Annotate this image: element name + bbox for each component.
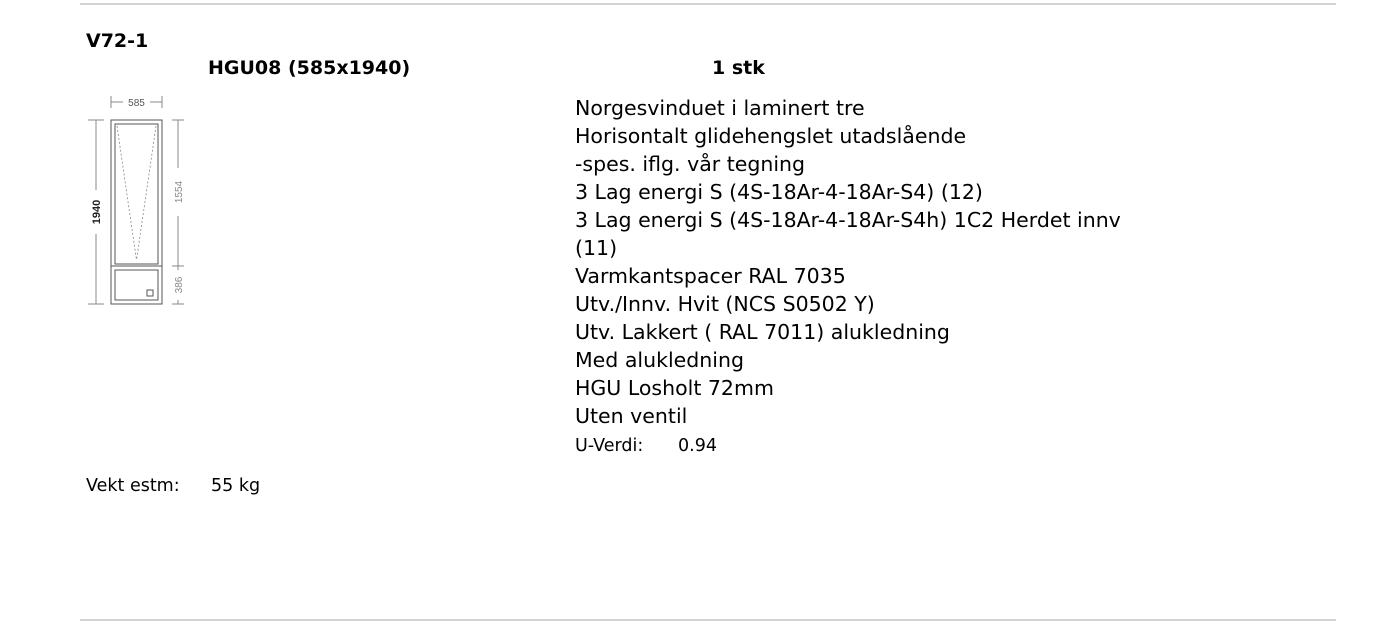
spec-line: Norgesvinduet i laminert tre (575, 96, 865, 120)
window-drawing (80, 92, 200, 308)
model-title: HGU08 (585x1940) (208, 57, 411, 79)
u-value: 0.94 (678, 436, 717, 456)
spec-line: HGU Losholt 72mm (575, 376, 774, 400)
spec-line: -spes. iflg. vår tegning (575, 152, 806, 176)
spec-line: Utv./Innv. Hvit (NCS S0502 Y) (575, 292, 875, 316)
lower-height-label: 386 (174, 276, 185, 294)
spec-line: Varmkantspacer RAL 7035 (575, 264, 846, 288)
spec-line: Uten ventil (575, 404, 688, 428)
u-value-label: U-Verdi: (575, 436, 644, 456)
width-label: 585 (128, 98, 145, 109)
spec-list (575, 94, 1155, 430)
spec-line: 3 Lag energi S (4S-18Ar-4-18Ar-S4h) 1C2 Herdet innv (575, 208, 1121, 232)
weight-label: Vekt estm: (86, 476, 180, 496)
u-value-row (575, 436, 717, 456)
height-label: 1940 (91, 199, 103, 225)
upper-height-label: 1554 (174, 180, 185, 204)
spec-line: Horisontalt glidehengslet utadslående (575, 124, 967, 148)
quantity: 1 stk (712, 57, 765, 79)
section-dimension (172, 120, 184, 304)
spec-line: (11) (575, 236, 618, 260)
spec-line: Utv. Lakkert ( RAL 7011) alukledning (575, 320, 950, 344)
top-divider (80, 3, 1336, 5)
spec-line: 3 Lag energi S (4S-18Ar-4-18Ar-S4) (12) (575, 180, 983, 204)
position-id: V72-1 (86, 30, 149, 52)
bottom-divider (80, 619, 1336, 621)
weight-value: 55 kg (211, 476, 261, 496)
opening-indicator (117, 126, 156, 260)
spec-line: Med alukledning (575, 348, 744, 372)
window-frame (111, 120, 162, 304)
weight-row (86, 476, 261, 496)
